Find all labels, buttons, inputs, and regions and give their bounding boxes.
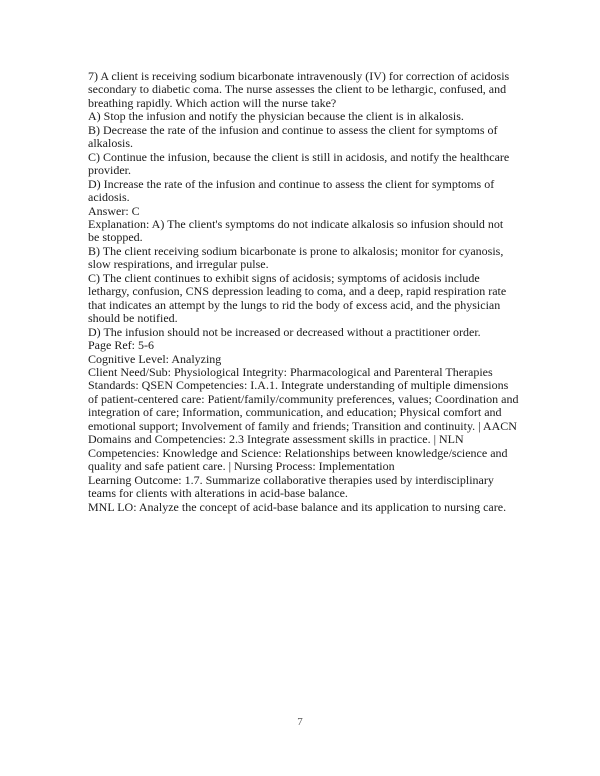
answer-options	[88, 110, 528, 204]
explanation-a	[88, 218, 528, 245]
option-line: alkalosis.	[88, 136, 133, 151]
option-b	[88, 124, 528, 151]
question-block	[88, 70, 528, 514]
learning-outcome-line: teams for clients with alterations in acid-base balance.	[88, 486, 348, 501]
question-stem-line: 7) A client is receiving sodium bicarbonate intravenously (IV) for correction of acidosis	[88, 69, 510, 83]
explanation-d	[88, 326, 528, 339]
explanation-line: slow respirations, and irregular pulse.	[88, 257, 269, 272]
standards-line: Standards: QSEN Competencies: I.A.1. Integrate understanding of multiple dimensions	[88, 378, 509, 393]
option-a	[88, 110, 528, 123]
page-ref: Page Ref: 5-6	[88, 338, 154, 353]
explanation-line: Explanation: A) The client's symptoms do not indicate alkalosis so infusion should not	[88, 216, 504, 231]
standards-line: Competencies: Knowledge and Science: Relationships between knowledge/science and	[88, 445, 508, 460]
explanation-line: B) The client receiving sodium bicarbonate is prone to alkalosis; monitor for cyanosis,	[88, 243, 504, 258]
explanation-b	[88, 245, 528, 272]
option-line: acidosis.	[88, 190, 130, 205]
explanation-line: should be notified.	[88, 311, 178, 326]
mnl-learning-objective: MNL LO: Analyze the concept of acid-base balance and its application to nursing care.	[88, 499, 507, 514]
option-line: D) Increase the rate of the infusion and continue to assess the client for symptoms of	[88, 176, 495, 191]
learning-outcome-line: Learning Outcome: 1.7. Summarize collaborative therapies used by interdisciplinary	[88, 472, 494, 487]
question-stem-line: secondary to diabetic coma. The nurse assesses the client to be lethargic, confused, and	[88, 82, 507, 97]
question-metadata	[88, 339, 528, 514]
explanation-line: D) The infusion should not be increased or decreased without a practitioner order.	[88, 324, 481, 339]
option-line: A) Stop the infusion and notify the physician because the client is in alkalosis.	[88, 109, 464, 124]
standards-line: emotional support; Involvement of family and friends; Transition and continuity. | AACN	[88, 418, 517, 433]
client-need: Client Need/Sub: Physiological Integrity: Pharmacological and Parenteral Therapies	[88, 364, 493, 379]
explanation-line: that indicates an attempt by the lungs to rid the body of excess acid, and the physician	[88, 297, 501, 312]
learning-outcome	[88, 474, 528, 501]
standards-line: Domains and Competencies: 2.3 Integrate assessment skills in practice. | NLN	[88, 432, 464, 447]
explanation-line: C) The client continues to exhibit signs of acidosis; symptoms of acidosis include	[88, 270, 480, 285]
explanation-line: lethargy, confusion, CNS depression leading to coma, and a deep, rapid respiration rate	[88, 284, 507, 299]
option-c	[88, 151, 528, 178]
option-line: provider.	[88, 163, 131, 178]
standards-line: integration of care; Information, communication, and education; Physical comfort and	[88, 405, 502, 420]
explanation-c	[88, 272, 528, 326]
standards	[88, 379, 528, 473]
option-d	[88, 178, 528, 205]
answer-key: Answer: C	[88, 203, 140, 218]
page-number: 7	[297, 716, 303, 728]
explanation	[88, 218, 528, 339]
question-stem-line: breathing rapidly. Which action will the nurse take?	[88, 95, 337, 110]
cognitive-level: Cognitive Level: Analyzing	[88, 351, 222, 366]
standards-line: of patient-centered care: Patient/family/community preferences, values; Coordination and	[88, 391, 519, 406]
explanation-line: be stopped.	[88, 230, 143, 245]
question-stem	[88, 70, 528, 110]
standards-line: quality and safe patient care. | Nursing Process: Implementation	[88, 459, 395, 474]
option-line: B) Decrease the rate of the infusion and continue to assess the client for symptoms of	[88, 122, 498, 137]
option-line: C) Continue the infusion, because the client is still in acidosis, and notify the healthcare	[88, 149, 510, 164]
